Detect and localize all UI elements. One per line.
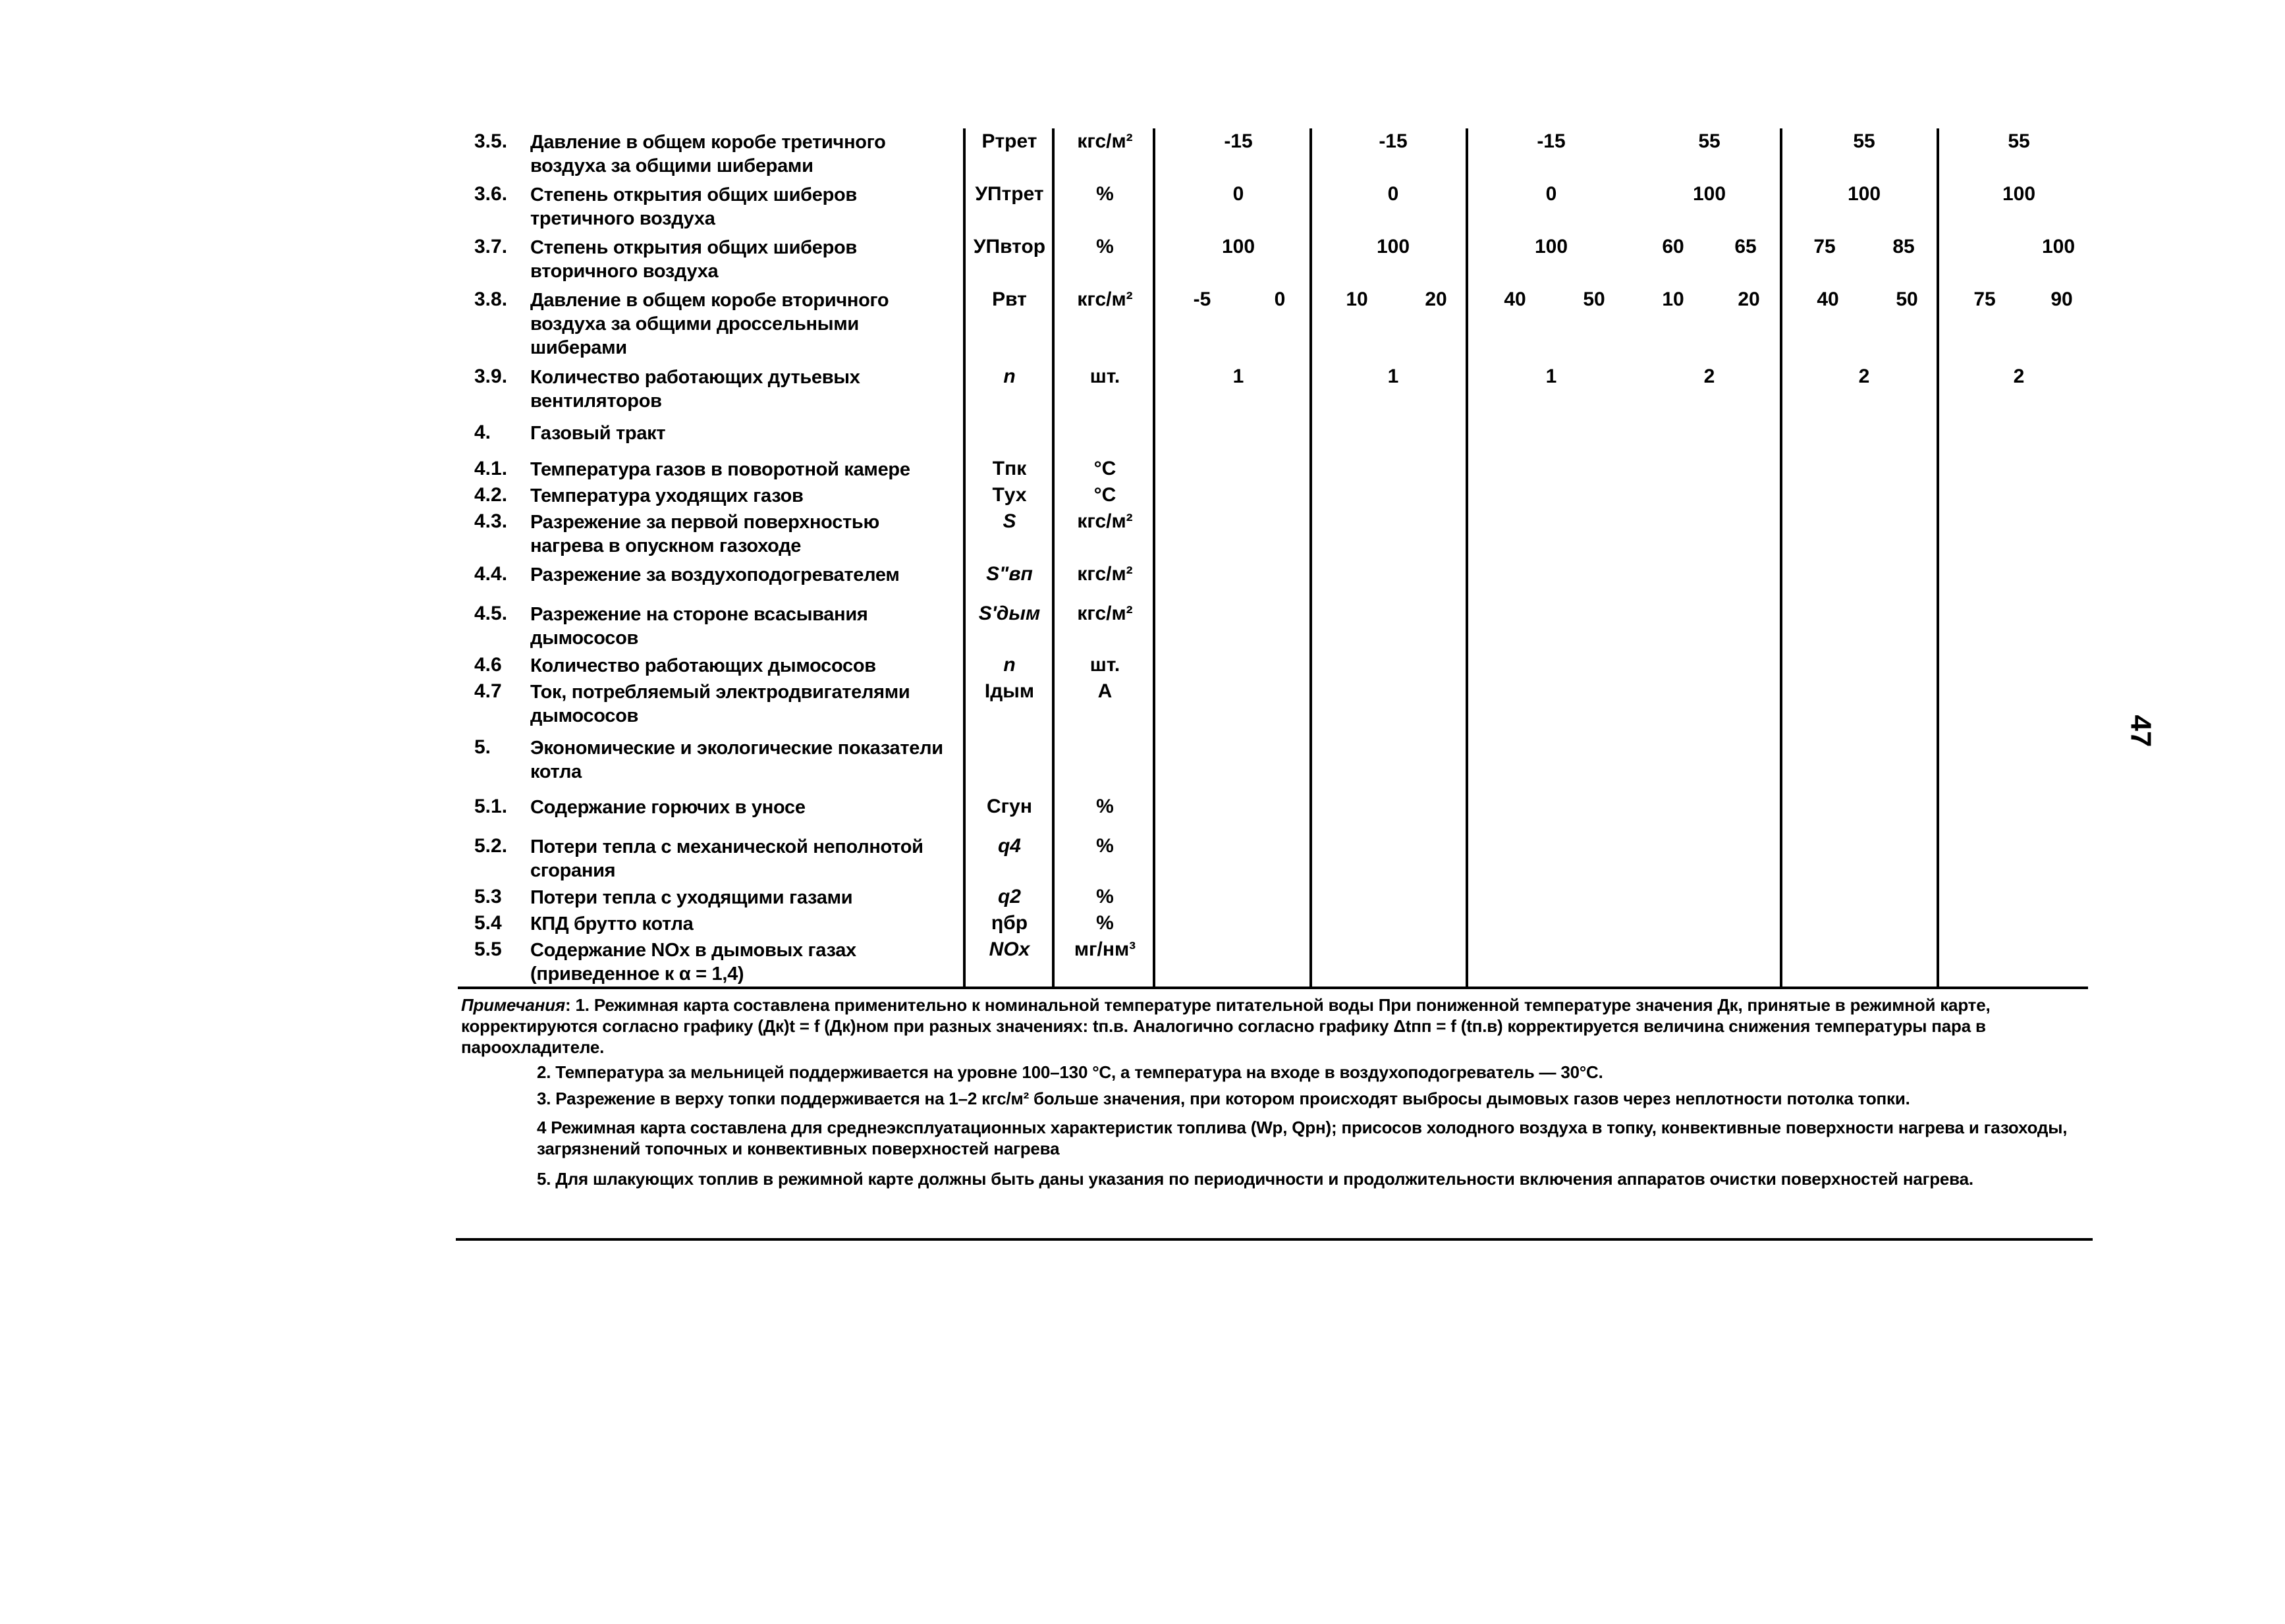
row-unit: % xyxy=(1096,912,1114,934)
row-number: 4.7 xyxy=(474,680,502,702)
row-number: 5.1. xyxy=(474,796,508,817)
row-name: Количество работающих дутьевых вентиляторов xyxy=(530,367,860,412)
row-value: 0 xyxy=(1274,288,1286,310)
col-divider xyxy=(1153,128,1155,988)
row-symbol: Pтрет xyxy=(981,130,1037,152)
row-name: Содержание NOx в дымовых газах (приведенное к α = 1,4) xyxy=(530,940,856,985)
row-number: 4.4. xyxy=(474,563,508,585)
row-unit: шт. xyxy=(1089,365,1120,387)
row-symbol: q2 xyxy=(997,886,1021,907)
notes-block xyxy=(461,994,2088,1189)
row-value: 75 xyxy=(1813,236,1836,257)
row-value: 20 xyxy=(1738,288,1760,310)
row-value: 10 xyxy=(1346,288,1368,310)
row-symbol: ηбр xyxy=(991,912,1028,934)
row-unit: °C xyxy=(1093,458,1116,479)
note-text: 5. Для шлакующих топлив в режимной карте должны быть даны указания по периодичности и продолжительности включения аппаратов очистки поверхностей нагрева. xyxy=(537,1169,1973,1189)
row-value: 50 xyxy=(1583,288,1605,310)
row-symbol: Iдым xyxy=(984,680,1035,702)
row-value: 100 xyxy=(1534,236,1568,257)
row-unit: мг/нм³ xyxy=(1074,938,1136,960)
row-symbol: Tух xyxy=(992,484,1027,506)
row-symbol: Tпк xyxy=(992,458,1027,479)
row-name: Разрежение за воздухоподогревателем xyxy=(530,564,900,585)
row-value: 90 xyxy=(2051,288,2073,310)
row-value: 60 xyxy=(1662,236,1684,257)
row-value: 100 xyxy=(1847,183,1881,205)
row-value: 1 xyxy=(1232,365,1244,387)
note-1 xyxy=(461,994,2088,1058)
row-number: 4.2. xyxy=(474,484,508,506)
col-divider xyxy=(1937,128,1939,988)
row-name: Разрежение за первой поверхностью нагрева в опускном газоходе xyxy=(530,512,879,556)
row-name: Потери тепла с механической неполнотой сгорания xyxy=(530,836,923,881)
row-value: 2 xyxy=(1703,365,1715,387)
row-unit: кгс/м² xyxy=(1077,130,1133,152)
col-divider xyxy=(963,128,966,988)
row-number: 5.4 xyxy=(474,912,502,934)
row-name: Степень открытия общих шиберов вторичного воздуха xyxy=(530,237,857,282)
row-number: 5.2. xyxy=(474,835,508,857)
row-name: Содержание горючих в уносе xyxy=(530,797,806,818)
row-value: 50 xyxy=(1896,288,1918,310)
row-unit: °C xyxy=(1093,484,1116,506)
row-symbol: УПтрет xyxy=(975,183,1044,205)
row-symbol: q4 xyxy=(997,835,1021,857)
row-unit: шт. xyxy=(1089,654,1120,676)
row-unit: A xyxy=(1097,680,1113,702)
note-text: 2. Температура за мельницей поддерживается на уровне 100–130 °C, а температура на входе в воздухоподогреватель — 30°C. xyxy=(537,1062,1603,1082)
row-value: -15 xyxy=(1379,130,1408,152)
row-number: 3.5. xyxy=(474,130,508,152)
row-value: -5 xyxy=(1193,288,1211,310)
row-value: 40 xyxy=(1817,288,1839,310)
row-value: 85 xyxy=(1892,236,1915,257)
col-divider xyxy=(1466,128,1468,988)
row-symbol: Cгун xyxy=(987,796,1032,817)
row-unit: кгс/м² xyxy=(1077,563,1133,585)
row-number: 3.9. xyxy=(474,365,508,387)
row-symbol: S"вп xyxy=(986,563,1033,585)
row-value: 1 xyxy=(1545,365,1557,387)
row-value: 100 xyxy=(1376,236,1410,257)
row-symbol: n xyxy=(1003,654,1016,676)
row-unit: % xyxy=(1096,183,1114,205)
row-number: 5. xyxy=(474,736,491,758)
row-number: 3.6. xyxy=(474,183,508,205)
row-name: Ток, потребляемый электродвигателями дымососов xyxy=(530,682,910,726)
row-value: 100 xyxy=(2002,183,2036,205)
row-name: Степень открытия общих шиберов третичного воздуха xyxy=(530,184,857,229)
note-2 xyxy=(537,1062,2088,1083)
row-value: 0 xyxy=(1545,183,1557,205)
row-value: 75 xyxy=(1973,288,1996,310)
row-number: 5.5 xyxy=(474,938,502,960)
row-name: Количество работающих дымососов xyxy=(530,655,876,676)
note-text: : 1. Режимная карта составлена применительно к номинальной температуре питательной воды При пониженной температуре значения Дк, принятые в режимной карте, корректируются согласно графику (Дк)t = f (Дк)ном при разных значениях: tп.в. Аналогично согласно графику Δtпп = f (tп.в) корректируется величина снижения температуры пара в пароохладителе. xyxy=(461,995,1991,1057)
row-symbol: УПвтор xyxy=(973,236,1046,257)
row-symbol: Pвт xyxy=(992,288,1027,310)
col-divider xyxy=(1052,128,1055,988)
row-value: 0 xyxy=(1232,183,1244,205)
row-symbol: NOx xyxy=(989,938,1030,960)
row-value: 55 xyxy=(1698,130,1721,152)
row-value: 20 xyxy=(1425,288,1447,310)
col-divider xyxy=(1780,128,1782,988)
note-3 xyxy=(537,1088,2088,1109)
page-number: 47 xyxy=(2124,715,2157,747)
row-name: Давление в общем коробе третичного воздуха за общими шиберами xyxy=(530,132,886,176)
row-value: 100 xyxy=(2041,236,2076,257)
row-name: Давление в общем коробе вторичного воздуха за общими дроссельными шиберами xyxy=(530,290,889,358)
row-name: Экономические и экологические показатели котла xyxy=(530,738,943,782)
row-name: Температура газов в поворотной камере xyxy=(530,459,910,480)
row-name: Температура уходящих газов xyxy=(530,485,804,506)
row-number: 4.1. xyxy=(474,458,508,479)
notes-heading: Примечания xyxy=(461,995,566,1015)
col-divider xyxy=(1309,128,1312,988)
row-value: 2 xyxy=(2013,365,2025,387)
row-unit: % xyxy=(1096,796,1114,817)
row-symbol: n xyxy=(1003,365,1016,387)
row-value: 0 xyxy=(1387,183,1399,205)
row-unit: кгс/м² xyxy=(1077,288,1133,310)
note-text: 3. Разрежение в верху топки поддерживается на 1–2 кгс/м² больше значения, при котором происходят выбросы дымовых газов через неплотности потолка топки. xyxy=(537,1089,1910,1108)
row-value: 40 xyxy=(1504,288,1526,310)
row-number: 4. xyxy=(474,421,491,443)
row-unit: % xyxy=(1096,236,1114,257)
row-number: 3.7. xyxy=(474,236,508,257)
row-value: 55 xyxy=(1853,130,1875,152)
row-value: 1 xyxy=(1387,365,1399,387)
row-unit: кгс/м² xyxy=(1077,510,1133,532)
row-number: 4.3. xyxy=(474,510,508,532)
row-name: Разрежение на стороне всасывания дымососов xyxy=(530,604,868,649)
row-number: 3.8. xyxy=(474,288,508,310)
row-unit: % xyxy=(1096,886,1114,907)
row-value: 2 xyxy=(1858,365,1870,387)
note-5 xyxy=(537,1168,2088,1189)
row-value: 100 xyxy=(1692,183,1726,205)
page-bottom-rule xyxy=(456,1238,2093,1241)
row-value: 100 xyxy=(1221,236,1255,257)
row-name: Потери тепла с уходящими газами xyxy=(530,887,853,908)
note-text: 4 Режимная карта составлена для среднеэксплуатационных характеристик топлива (Wр, Qрн); присосов холодного воздуха в топку, конвективные поверхности нагрева и газоходы, загрязнений топочных и конвективных поверхностей нагрева xyxy=(537,1118,2068,1158)
row-number: 5.3 xyxy=(474,886,502,907)
row-symbol: S xyxy=(1003,510,1016,532)
row-value: 55 xyxy=(2008,130,2030,152)
row-value: -15 xyxy=(1224,130,1253,152)
row-number: 4.5. xyxy=(474,603,508,624)
row-name: КПД брутто котла xyxy=(530,913,694,934)
row-unit: кгс/м² xyxy=(1077,603,1133,624)
row-value: -15 xyxy=(1537,130,1566,152)
row-number: 4.6 xyxy=(474,654,502,676)
row-unit: % xyxy=(1096,835,1114,857)
row-name: Газовый тракт xyxy=(530,423,666,444)
table-bottom-rule xyxy=(458,987,2088,989)
row-symbol: S'дым xyxy=(978,603,1041,624)
row-value: 10 xyxy=(1662,288,1684,310)
note-4 xyxy=(537,1117,2088,1159)
row-value: 65 xyxy=(1734,236,1757,257)
